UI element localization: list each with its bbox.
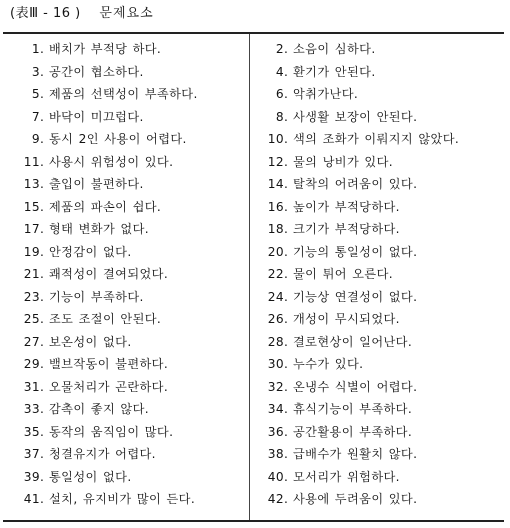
table-row bbox=[15, 263, 245, 286]
table-row bbox=[259, 488, 504, 511]
table-row bbox=[259, 286, 504, 309]
item-number: 13 bbox=[23, 177, 40, 191]
table-row bbox=[259, 173, 504, 196]
table-row bbox=[15, 61, 245, 84]
item-text: 기능상 연결성이 없다. bbox=[293, 289, 418, 304]
item-number-period: . bbox=[40, 289, 45, 304]
item-text: 온냉수 식별이 어렵다. bbox=[293, 379, 418, 394]
item-text: 제품의 선택성이 부족하다. bbox=[49, 87, 198, 101]
item-text: 밸브작동이 불편하다. bbox=[49, 357, 169, 371]
item-text: 개성이 무시되었다. bbox=[293, 312, 400, 326]
item-text: 물의 낭비가 있다. bbox=[293, 154, 394, 169]
item-text: 설치, 유지비가 많이 든다. bbox=[49, 492, 196, 506]
item-number-period: . bbox=[40, 222, 45, 236]
item-number: 40 bbox=[267, 469, 284, 484]
item-text: 소음이 심하다. bbox=[293, 42, 376, 56]
table-title: 문제요소 bbox=[99, 6, 154, 21]
item-number-period: . bbox=[284, 289, 289, 304]
item-number: 6 bbox=[275, 87, 284, 101]
item-number: 25 bbox=[23, 312, 40, 326]
item-text: 물이 튀어 오른다. bbox=[293, 267, 394, 281]
table-row bbox=[259, 331, 504, 354]
item-number: 41 bbox=[23, 492, 40, 506]
table-row bbox=[15, 376, 245, 399]
table-row bbox=[15, 38, 245, 61]
item-number: 39 bbox=[23, 469, 40, 484]
item-text: 보온성이 없다. bbox=[49, 334, 132, 349]
table-row bbox=[259, 151, 504, 174]
item-number: 32 bbox=[267, 379, 284, 394]
item-number-period: . bbox=[40, 64, 45, 79]
column-divider bbox=[249, 34, 250, 520]
item-number: 27 bbox=[23, 334, 40, 349]
item-number: 34 bbox=[267, 402, 284, 416]
item-text: 청결유지가 어렵다. bbox=[49, 447, 156, 461]
item-number-period: . bbox=[284, 154, 289, 169]
item-text: 누수가 있다. bbox=[293, 357, 364, 371]
item-number: 17 bbox=[23, 222, 40, 236]
item-number-period: . bbox=[284, 132, 289, 146]
table-row bbox=[15, 308, 245, 331]
item-number-period: . bbox=[40, 424, 45, 439]
item-number: 38 bbox=[267, 447, 284, 461]
table-row bbox=[259, 218, 504, 241]
item-text: 기능이 부족하다. bbox=[49, 289, 144, 304]
item-number: 29 bbox=[23, 357, 40, 371]
item-number-period: . bbox=[40, 492, 45, 506]
item-text: 오물처리가 곤란하다. bbox=[49, 379, 169, 394]
item-number-period: . bbox=[40, 402, 45, 416]
table-caption bbox=[6, 3, 154, 25]
item-number: 28 bbox=[267, 334, 284, 349]
table-row bbox=[259, 128, 504, 151]
item-number-period: . bbox=[284, 199, 289, 214]
item-number-period: . bbox=[284, 222, 289, 236]
item-number-period: . bbox=[40, 132, 45, 146]
item-number-period: . bbox=[40, 334, 45, 349]
item-number-period: . bbox=[40, 154, 45, 169]
item-number-period: . bbox=[284, 492, 289, 506]
table-row bbox=[259, 398, 504, 421]
item-number-period: . bbox=[284, 469, 289, 484]
item-text: 모서리가 위험하다. bbox=[293, 469, 400, 484]
item-number: 14 bbox=[267, 177, 284, 191]
item-number: 42 bbox=[267, 492, 284, 506]
table-row bbox=[259, 196, 504, 219]
item-number: 24 bbox=[267, 289, 284, 304]
item-text: 높이가 부적당하다. bbox=[293, 199, 400, 214]
item-number: 36 bbox=[267, 424, 284, 439]
table-row bbox=[15, 466, 245, 489]
item-text: 쾌적성이 결여되었다. bbox=[49, 267, 169, 281]
item-number-period: . bbox=[40, 42, 45, 56]
item-text: 급배수가 원활치 않다. bbox=[293, 447, 418, 461]
table-row bbox=[15, 196, 245, 219]
item-number: 33 bbox=[23, 402, 40, 416]
item-text: 사생활 보장이 안된다. bbox=[293, 109, 418, 124]
item-number: 23 bbox=[23, 289, 40, 304]
item-text: 사용시 위험성이 있다. bbox=[49, 154, 174, 169]
item-number: 4 bbox=[275, 64, 284, 79]
table-row bbox=[259, 443, 504, 466]
table-row bbox=[15, 398, 245, 421]
item-number-period: . bbox=[284, 447, 289, 461]
item-number: 37 bbox=[23, 447, 40, 461]
item-number: 2 bbox=[275, 42, 284, 56]
item-number-period: . bbox=[284, 334, 289, 349]
item-text: 출입이 불편하다. bbox=[49, 177, 144, 191]
item-number: 26 bbox=[267, 312, 284, 326]
item-number-period: . bbox=[40, 267, 45, 281]
table-row bbox=[259, 241, 504, 264]
item-number: 10 bbox=[267, 132, 284, 146]
item-number: 8 bbox=[275, 109, 284, 124]
table-row bbox=[259, 38, 504, 61]
item-number-period: . bbox=[40, 109, 45, 124]
item-text: 휴식기능이 부족하다. bbox=[293, 402, 413, 416]
item-number: 30 bbox=[267, 357, 284, 371]
table-row bbox=[259, 376, 504, 399]
table-row bbox=[259, 308, 504, 331]
item-text: 배치가 부적당 하다. bbox=[49, 42, 162, 56]
item-number-period: . bbox=[40, 357, 45, 371]
item-number-period: . bbox=[284, 424, 289, 439]
item-number: 3 bbox=[31, 64, 40, 79]
item-number: 35 bbox=[23, 424, 40, 439]
item-text: 공간이 협소하다. bbox=[49, 64, 144, 79]
item-number: 11 bbox=[23, 154, 40, 169]
table-row bbox=[15, 106, 245, 129]
table-row bbox=[15, 83, 245, 106]
table-row bbox=[15, 353, 245, 376]
problem-elements-table bbox=[3, 32, 504, 522]
item-number-period: . bbox=[40, 312, 45, 326]
item-number-period: . bbox=[284, 87, 289, 101]
item-number-period: . bbox=[284, 109, 289, 124]
item-text: 탈착의 어려움이 있다. bbox=[293, 177, 418, 191]
table-row bbox=[259, 421, 504, 444]
item-number: 20 bbox=[267, 244, 284, 259]
item-number-period: . bbox=[284, 357, 289, 371]
item-text: 감촉이 좋지 않다. bbox=[49, 402, 150, 416]
item-number: 5 bbox=[31, 87, 40, 101]
item-text: 조도 조절이 안된다. bbox=[49, 312, 162, 326]
item-text: 환기가 안된다. bbox=[293, 64, 376, 79]
item-number: 31 bbox=[23, 379, 40, 394]
item-number-period: . bbox=[284, 267, 289, 281]
item-number: 15 bbox=[23, 199, 40, 214]
item-number: 21 bbox=[23, 267, 40, 281]
item-text: 색의 조화가 이뤄지지 않았다. bbox=[293, 132, 460, 146]
item-number-period: . bbox=[40, 87, 45, 101]
table-row bbox=[15, 218, 245, 241]
item-number: 19 bbox=[23, 244, 40, 259]
table-row bbox=[15, 488, 245, 511]
table-row bbox=[15, 443, 245, 466]
item-number-period: . bbox=[284, 64, 289, 79]
left-column bbox=[15, 38, 245, 511]
item-number-period: . bbox=[284, 379, 289, 394]
item-number: 22 bbox=[267, 267, 284, 281]
item-text: 제품의 파손이 쉽다. bbox=[49, 199, 162, 214]
item-number: 9 bbox=[31, 132, 40, 146]
item-text: 결로현상이 일어난다. bbox=[293, 334, 413, 349]
item-number-period: . bbox=[40, 244, 45, 259]
table-row bbox=[259, 263, 504, 286]
item-number-period: . bbox=[40, 379, 45, 394]
item-text: 동작의 움직임이 많다. bbox=[49, 424, 174, 439]
item-text: 동시 2인 사용이 어렵다. bbox=[49, 132, 187, 146]
table-number: (表Ⅲ - 16 ) bbox=[10, 6, 81, 21]
item-number-period: . bbox=[284, 312, 289, 326]
item-number: 16 bbox=[267, 199, 284, 214]
item-number-period: . bbox=[40, 447, 45, 461]
item-text: 크기가 부적당하다. bbox=[293, 222, 400, 236]
item-number-period: . bbox=[40, 177, 45, 191]
item-number-period: . bbox=[284, 177, 289, 191]
table-row bbox=[15, 331, 245, 354]
item-number-period: . bbox=[284, 402, 289, 416]
table-row bbox=[15, 128, 245, 151]
item-text: 사용에 두려움이 있다. bbox=[293, 492, 418, 506]
table-row bbox=[15, 151, 245, 174]
item-text: 형태 변화가 없다. bbox=[49, 222, 150, 236]
item-number: 1 bbox=[31, 42, 40, 56]
item-text: 공간활용이 부족하다. bbox=[293, 424, 413, 439]
item-number: 7 bbox=[31, 109, 40, 124]
table-row bbox=[15, 173, 245, 196]
table-row bbox=[259, 83, 504, 106]
item-number-period: . bbox=[40, 469, 45, 484]
table-row bbox=[15, 286, 245, 309]
item-number-period: . bbox=[40, 199, 45, 214]
item-text: 바닥이 미끄럽다. bbox=[49, 109, 144, 124]
item-text: 악취가난다. bbox=[293, 87, 359, 101]
item-text: 안정감이 없다. bbox=[49, 244, 132, 259]
item-text: 기능의 통일성이 없다. bbox=[293, 244, 418, 259]
item-number-period: . bbox=[284, 42, 289, 56]
table-row bbox=[259, 466, 504, 489]
item-text: 통일성이 없다. bbox=[49, 469, 132, 484]
table-row bbox=[259, 61, 504, 84]
table-row bbox=[259, 106, 504, 129]
item-number: 12 bbox=[267, 154, 284, 169]
table-row bbox=[259, 353, 504, 376]
right-column bbox=[259, 38, 504, 511]
table-row bbox=[15, 421, 245, 444]
table-row bbox=[15, 241, 245, 264]
item-number-period: . bbox=[284, 244, 289, 259]
item-number: 18 bbox=[267, 222, 284, 236]
